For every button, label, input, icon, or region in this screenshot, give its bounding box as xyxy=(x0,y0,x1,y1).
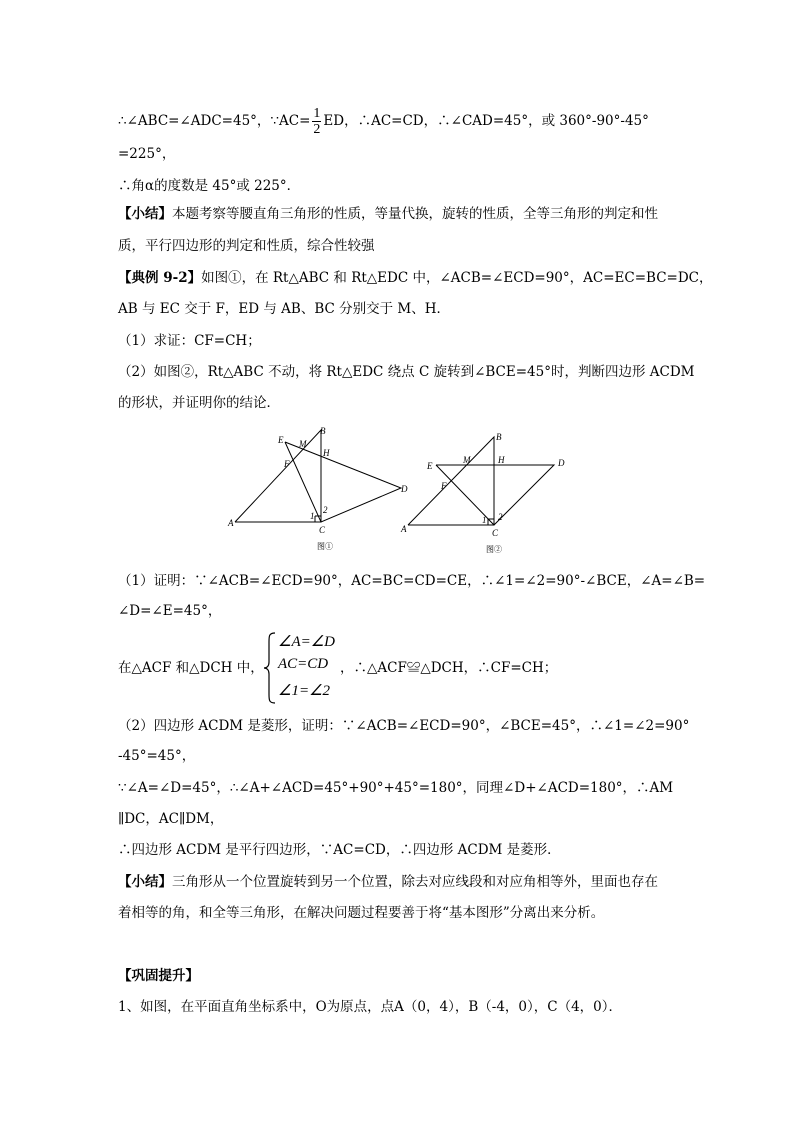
fig2-label-D: D xyxy=(558,458,565,468)
fig1-label-2: 2 xyxy=(323,505,328,515)
example-tag: 【典例 9-2】 xyxy=(118,270,202,286)
fig2-caption: 图② xyxy=(486,545,502,554)
fig1-label-H: H xyxy=(323,448,330,458)
fig2-label-C: C xyxy=(492,528,499,538)
line-1 xyxy=(118,106,649,137)
system-row-3: ∠1=∠2 xyxy=(278,683,331,699)
fig1-label-F: F xyxy=(284,459,290,469)
line-20: 着相等的角，和全等三角形，在解决问题过程要善于将“基本图形”分离出来分析。 xyxy=(118,905,605,921)
fig2-label-H: H xyxy=(498,455,505,465)
fig1-label-D: D xyxy=(401,484,408,494)
fig2-label-A: A xyxy=(401,524,407,534)
line-17: ∥DC，AC∥DM， xyxy=(118,811,224,827)
fig2-label-F: F xyxy=(441,481,447,491)
line-4 xyxy=(118,204,658,224)
fig1-caption: 图① xyxy=(317,542,333,551)
line-11: （1）证明：∵∠ACB=∠ECD=90°，AC=BC=CD=CE，∴∠1=∠2=90°-∠BCE，∠A=∠B= xyxy=(118,573,706,589)
line-14: （2）四边形 ACDM 是菱形，证明：∵∠ACB=∠ECD=90°，∠BCE=45°，∴∠1=∠2=90° xyxy=(118,718,690,734)
fig1-label-A: A xyxy=(228,518,234,528)
summary-tag: 【小结】 xyxy=(118,206,172,222)
line-1-pre: ∴∠ABC=∠ADC=45°，∵AC= xyxy=(118,113,311,129)
line-12: ∠D=∠E=45°， xyxy=(118,603,222,619)
fig1-label-E: E xyxy=(278,435,284,445)
line-7: AB 与 EC 交于 F，ED 与 AB、BC 分别交于 M、H． xyxy=(118,301,450,317)
line-19 xyxy=(118,872,658,892)
line-6-text: 如图①，在 Rt△ABC 和 Rt△EDC 中，∠ACB=∠ECD=90°，AC=EC=BC=DC， xyxy=(201,270,713,286)
fig2-label-2: 2 xyxy=(498,512,503,522)
line-16: ∵∠A=∠D=45°，∴∠A+∠ACD=45°+90°+45°=180°，同理∠D+∠ACD=180°，∴AM xyxy=(118,780,674,796)
fig2-label-B: B xyxy=(496,432,502,442)
fig2-label-1: 1 xyxy=(482,515,487,525)
fig2-label-M: M xyxy=(463,455,471,465)
line-13-pre: 在△ACF 和△DCH 中， xyxy=(118,660,264,676)
line-10: 的形状，并证明你的结论． xyxy=(118,395,280,411)
system-row-2: AC=CD xyxy=(278,656,329,672)
fig1-label-M: M xyxy=(299,439,307,449)
line-4-text: 本题考察等腰直角三角形的性质，等量代换，旋转的性质，全等三角形的判定和性 xyxy=(172,206,658,222)
summary-tag-2: 【小结】 xyxy=(118,874,172,890)
fraction-half xyxy=(312,106,321,137)
fraction-numerator: 1 xyxy=(313,106,321,121)
line-18: ∴四边形 ACDM 是平行四边形，∵AC=CD，∴四边形 ACDM 是菱形． xyxy=(118,842,561,858)
system-brace xyxy=(263,632,277,704)
fraction-denominator: 2 xyxy=(313,122,321,137)
line-1-post: ED，∴AC=CD，∴∠CAD=45°，或 360°-90°-45° xyxy=(323,113,649,129)
line-3: ∴角α的度数是 45°或 225°． xyxy=(118,178,301,194)
fig1-label-B: B xyxy=(320,426,326,436)
line-2: =225°， xyxy=(118,146,176,162)
line-13-post: ，∴△ACF≌△DCH，∴CF=CH； xyxy=(340,660,558,676)
line-5: 质，平行四边形的判定和性质，综合性较强 xyxy=(118,238,375,254)
line-9: （2）如图②，Rt△ABC 不动，将 Rt△EDC 绕点 C 旋转到∠BCE=45°时，判断四边形 ACDM xyxy=(118,364,695,380)
figure-1 xyxy=(225,422,415,557)
line-6 xyxy=(118,268,713,288)
fig1-label-C: C xyxy=(319,525,326,535)
fig1-label-1: 1 xyxy=(310,511,315,521)
line-22: 1、如图，在平面直角坐标系中，O为原点，点A（0，4），B（-4，0），C（4，0）． xyxy=(118,999,623,1015)
line-15: -45°=45°， xyxy=(118,748,196,764)
fig2-label-E: E xyxy=(427,461,433,471)
consolidation-heading: 【巩固提升】 xyxy=(118,968,199,984)
line-19-text: 三角形从一个位置旋转到另一个位置，除去对应线段和对应角相等外，里面也存在 xyxy=(172,874,658,890)
line-8: （1）求证：CF=CH； xyxy=(118,333,261,349)
figure-2 xyxy=(398,425,588,560)
system-row-1: ∠A=∠D xyxy=(278,634,336,650)
